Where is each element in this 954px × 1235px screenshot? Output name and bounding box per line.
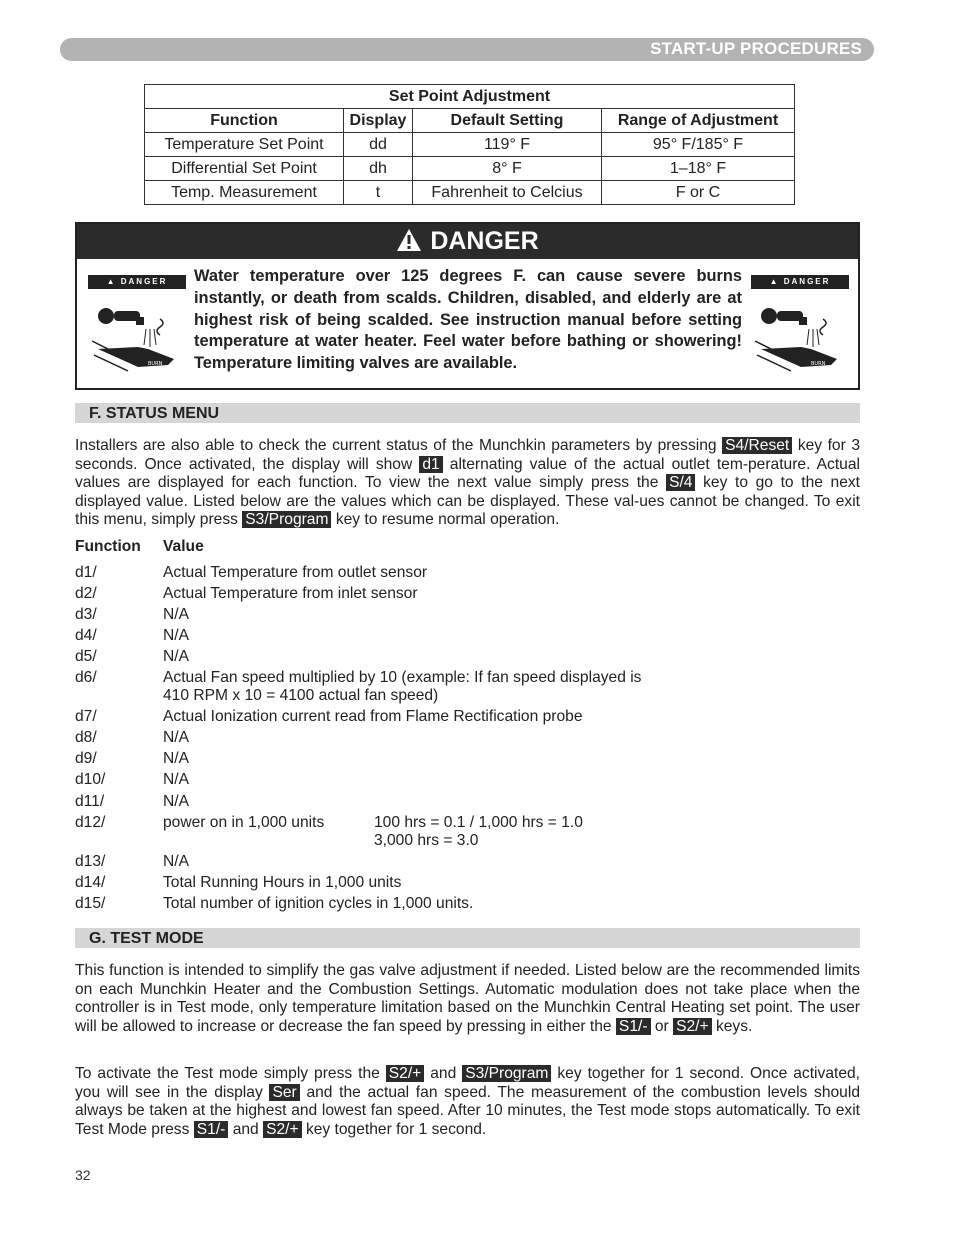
table-cell: dd xyxy=(344,133,413,157)
danger-label-text: DANGER xyxy=(783,277,831,286)
col-value: Value xyxy=(163,538,204,555)
table-cell: 119° F xyxy=(413,133,602,157)
scald-hand-icon xyxy=(751,289,849,385)
table-caption: Set Point Adjustment xyxy=(145,85,795,109)
table-cell: F or C xyxy=(602,181,795,205)
scald-hand-icon xyxy=(88,289,186,385)
col-header-display: Display xyxy=(344,109,413,133)
status-menu-paragraph: Installers are also able to check the current status of the Munchkin parameters by pressing S4/Reset key for 3 seconds. Once activated, the display will show d1 alternating value of the actual outlet tem-perature. Actual values are displayed for each function. To view the next value simply press the S/4 key to go to the next displayed value. Listed below are the values which can be displayed. These val-ues cannot be changed. To exit this menu, simply press S3/Program key to resume normal operation. xyxy=(75,437,861,528)
key-s3-program: S3/Program xyxy=(242,511,331,528)
table-cell: Temp. Measurement xyxy=(145,181,344,205)
table-cell: 95° F/185° F xyxy=(602,133,795,157)
danger-title: DANGER xyxy=(430,227,539,255)
col-header-function: Function xyxy=(145,109,344,133)
status-menu-heading: F. STATUS MENU xyxy=(75,403,860,423)
table-cell: dh xyxy=(344,157,413,181)
key-s2-plus: S2/+ xyxy=(263,1121,302,1138)
danger-label-right: ▲ DANGER BURN xyxy=(751,275,849,385)
col-header-range: Range of Adjustment xyxy=(602,109,795,133)
key-ser: Ser xyxy=(269,1084,299,1101)
table-cell: 1–18° F xyxy=(602,157,795,181)
page-number: 32 xyxy=(75,1167,91,1183)
col-header-default: Default Setting xyxy=(413,109,602,133)
test-mode-paragraph-2: To activate the Test mode simply press the S2/+ and S3/Program key together for 1 second. Once activated, you will see in the display Ser and the actual fan speed. The measurement of the combustion levels should always be taken at the highest and lowest fan speed. After 10 minutes, the Test mode stops automatically. To exit Test Mode press S1/- and S2/+ key together for 1 second. xyxy=(75,1065,860,1138)
col-function: Function xyxy=(75,538,141,555)
warning-triangle-icon xyxy=(396,228,422,252)
svg-text:BURN: BURN xyxy=(811,361,826,367)
table-cell: t xyxy=(344,181,413,205)
key-s1-minus: S1/- xyxy=(616,1018,651,1035)
table-row xyxy=(145,181,795,205)
table-row xyxy=(145,157,795,181)
danger-label-left: ▲ DANGER BURN xyxy=(88,275,186,385)
danger-message: Water temperature over 125 degrees F. can cause severe burns instantly, or death from scalds. Children, disabled, and elderly are at highest risk of being scalded. See instruction manual before setting temperature at water heater. Feel water before bathing or showering! Temperature limiting valves are available. xyxy=(194,267,742,373)
danger-label-text: DANGER xyxy=(120,277,168,286)
key-s4-reset: S4/Reset xyxy=(722,437,792,454)
table-cell: Temperature Set Point xyxy=(145,133,344,157)
svg-text:BURN: BURN xyxy=(148,361,163,367)
setpoint-table xyxy=(144,84,795,205)
test-mode-heading: G. TEST MODE xyxy=(75,928,860,948)
key-s1-minus: S1/- xyxy=(194,1121,229,1138)
section-header-bar xyxy=(60,38,874,61)
table-cell: Differential Set Point xyxy=(145,157,344,181)
key-s3-program: S3/Program xyxy=(462,1065,551,1082)
danger-box xyxy=(75,222,860,390)
key-s2-plus: S2/+ xyxy=(673,1018,712,1035)
key-s4: S/4 xyxy=(666,474,695,491)
key-d1: d1 xyxy=(419,456,442,473)
test-mode-paragraph-1: This function is intended to simplify the gas valve adjustment if needed. Listed below are the recommended limits on each Munchkin Heater and the Combustion Settings. Automatic modulation does not take place when the controller is in Test mode, only temperature limitation based on the Munchkin Central Heating set point. The user will be allowed to increase or decrease the fan speed by pressing in either the S1/- or S2/+ keys. xyxy=(75,962,860,1035)
section-header-title: START-UP PROCEDURES xyxy=(650,39,862,58)
table-cell: Fahrenheit to Celcius xyxy=(413,181,602,205)
table-cell: 8° F xyxy=(413,157,602,181)
danger-title-bar xyxy=(77,224,858,259)
table-row xyxy=(145,133,795,157)
key-s2-plus: S2/+ xyxy=(386,1065,425,1082)
